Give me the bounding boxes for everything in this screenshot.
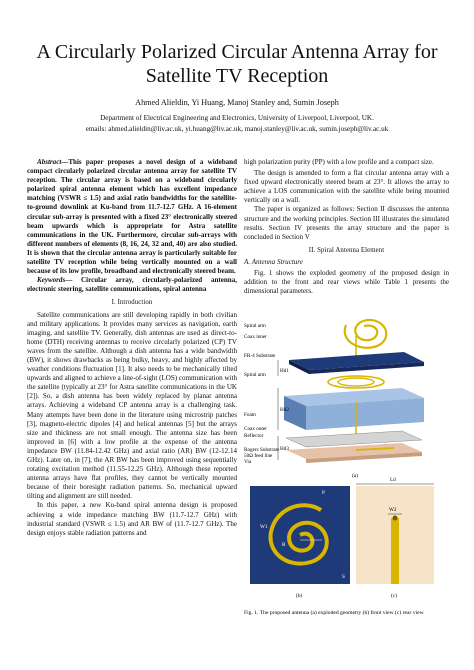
dim-hd2: Hd2 xyxy=(280,407,289,413)
label-w2: W2 xyxy=(389,507,397,513)
dim-hd3: Hd3 xyxy=(280,446,289,452)
label-r: R xyxy=(282,542,286,548)
subsection-a-heading: A. Antenna Structure xyxy=(244,257,303,266)
title-line-1: A Circularly Polarized Circular Antenna Array for xyxy=(36,41,438,63)
label-p: P xyxy=(322,490,325,496)
title-line-2: Satellite TV Reception xyxy=(145,65,329,87)
label-coax-inner: Coax inner xyxy=(244,334,267,340)
label-s: S xyxy=(342,574,345,580)
right-paragraph-2: The design is amended to form a flat circular antenna array with a fixed upward electronically steered beam at 23°. It allows the array to achieve a LOS communication with the satellite while being mounted vertically on a wall. xyxy=(244,169,449,205)
label-rogers: Rogers Substrate xyxy=(244,447,280,453)
exploded-geometry xyxy=(244,320,424,479)
label-fr4: FR-4 Substrate xyxy=(244,353,276,359)
right-paragraph-1: high polarization purity (PP) with a low profile and a compact size. xyxy=(244,158,434,166)
left-column xyxy=(27,158,237,538)
label-feed-line: 50Ω feed line xyxy=(244,453,273,459)
label-reflector: Reflector xyxy=(244,433,264,439)
label-ld: Ld xyxy=(390,477,396,483)
keywords xyxy=(27,276,237,294)
right-paragraph-4: Fig. 1 shows the exploded geometry of the proposed design in addition to the front and rear views while Table 1 presents the dimensional parameters. xyxy=(244,269,449,296)
intro-paragraph-2: In this paper, a new Ku-band spiral antenna design is proposed achieving a wide impedance matching BW (11.7-12.7 GHz) with industrial standard (VSWR ≤ 1.5) and AR BW of (11.7-12.7 GHz). The design enjoys stable radiation patterns and xyxy=(27,501,237,537)
label-spiral-arm-2: Spiral arm xyxy=(244,372,266,378)
subfig-c-label: (c) xyxy=(391,593,397,599)
intro-paragraph-1: Satellite communications are still developing rapidly in both civilian and military applications. It provides many services as navigation, earth imaging, and satellite TV. Generally, dish antennas are used as direct-to-home (DTH) receiving antennas to receive circularly polarized (CP) TV waves from the satellite. Although a dish antenna has a wide bandwidth (BW), it shows drawbacks as being bulky, heavy, and highly affected by weather conditions fluctuation [1]. It also needs to be mechanically tilted upwards and aligned to achieve a line-of-sight (LOS) communication with the satellite (typically at 23° for Astra satellite communications in the UK [2]). So, a dish antenna has been widely replaced by planar antenna arrays. Achieving a wideband CP antenna array is a challenging task. Many attempts have been done in the literature using microstrip patches [3], magneto-electric dipoles [4] and helical antennas [5] but the arrays size and thickness are not small enough. The antenna size has been improved in [6] with a low profile at the expense of the antenna impedance BW (11.84-12.42 GHz) and axial ratio (AR) BW (12-12.14 GHz). Later on, in [7], the AR BW has been improved using sequentially rotating excitation method (11.55-12.25 GHz). Although these reported antenna arrays have flat profiles, they cannot be vertically mounted because of their boresight radiation patterns. So, mechanical upward tilting and alignment are still needed. xyxy=(27,310,237,501)
authors: Ahmed Alieldin, Yi Huang, Manoj Stanley and, Sumin Joseph xyxy=(135,98,339,107)
subfig-b-label: (b) xyxy=(296,593,303,599)
right-paragraph-3: The paper is organized as follows: Section II discusses the antenna structure and the working principles. Section III illustrates the simulated results. Section IV presents the array structure and the paper is concluded in Section V xyxy=(244,205,449,241)
emails: emails: ahmed.alieldin@liv.ac.uk, yi.huang@liv.ac.uk, manoj.stanley@liv.ac.uk, sumin.joseph@liv.ac.uk xyxy=(85,125,389,133)
abstract-label: Abstract xyxy=(37,158,62,166)
paper-title xyxy=(0,40,474,88)
label-foam: Foam xyxy=(244,412,256,418)
figure-caption: Fig. 1. The proposed antenna (a) exploded geometry (b) front view (c) rear view xyxy=(244,610,424,616)
intro-heading: I. Introduction xyxy=(111,299,153,307)
rear-feed-line xyxy=(391,518,399,584)
label-spiral-arm: Spiral arm xyxy=(244,323,266,329)
rear-view xyxy=(356,477,434,599)
affiliation: Department of Electrical Engineering and Electronics, University of Liverpool, Liverpool, UK. xyxy=(100,114,374,122)
dim-hd1: Hd1 xyxy=(280,368,289,374)
spiral-arm-top xyxy=(345,320,387,348)
keywords-text: — Circular array, circularly-polarized antenna, electronic steering, satellite communications, spiral antenna xyxy=(27,276,237,294)
affiliation-block xyxy=(0,113,474,135)
figure-1 xyxy=(244,318,449,640)
keywords-label: Keywords xyxy=(37,276,66,285)
label-w1: W1 xyxy=(260,524,268,530)
section-2-heading: II. Spiral Antenna Element xyxy=(308,246,385,254)
front-view xyxy=(250,486,350,599)
abstract xyxy=(27,158,237,276)
label-coax-outer: Coax outer xyxy=(244,426,267,432)
via xyxy=(393,516,398,521)
abstract-text: —This paper proposes a novel design of a wideband compact circularly polarized circular antenna array for satellite TV reception. The circular array is based on a wideband circularly polarized spiral antenna element which has excellent impedance matching (VSWR ≤ 1.5) and axial ratio bandwidths for the satellite-to-ground downlink at Ku-band from 11.7-12.7 GHz. A 16-element circular sub-array is presented with a fixed 23° electronically steered beam upwards which is appropriate for Astra satellite communications in the UK. Furthermore, circular sub-arrays with different numbers of elements (8, 16, 24, 32 and, 40) are also studied. It is shown that the circular antenna array is particularly suitable for satellite TV reception while being vertically mounted on a wall because of its low profile, broadband and electronically steered beam. xyxy=(27,158,237,276)
label-via: Via xyxy=(244,459,252,465)
subfig-a-label: (a) xyxy=(352,473,358,479)
right-column xyxy=(244,158,449,296)
